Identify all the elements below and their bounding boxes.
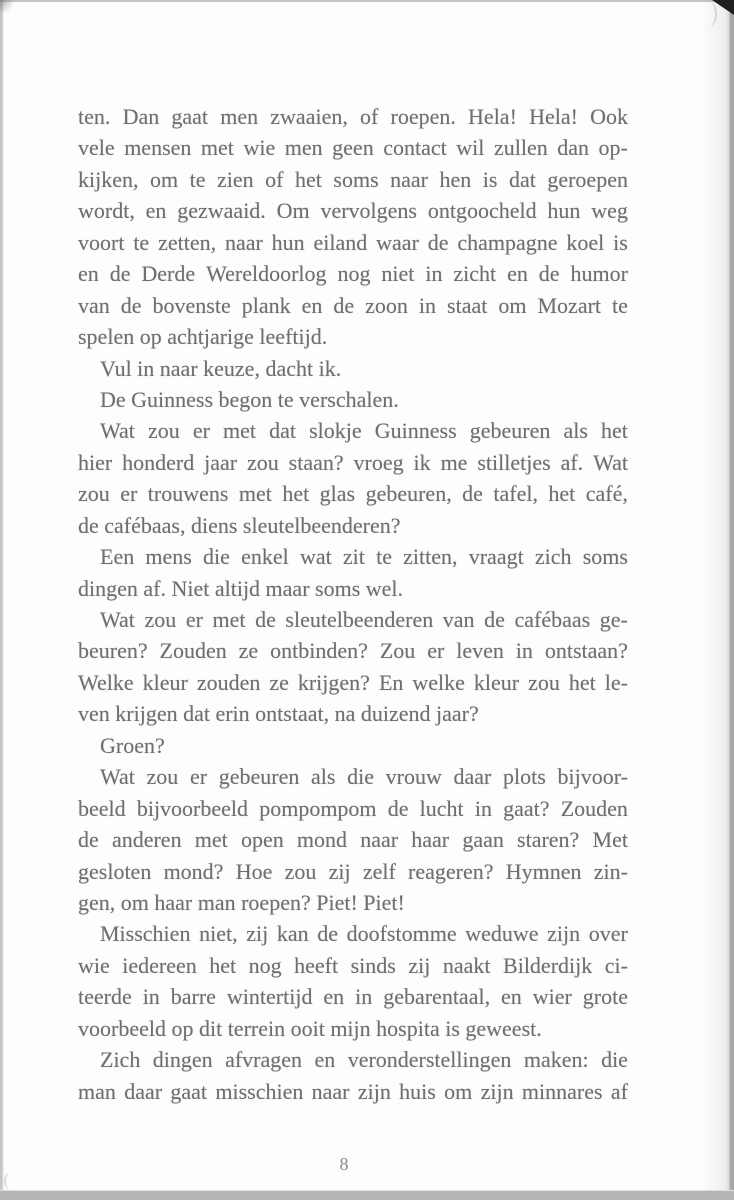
word: café, [585,481,628,507]
word: hen [439,166,472,192]
word: Hela! [468,104,517,129]
word: Guinness [374,418,457,444]
word: man [78,1078,116,1104]
word: zou [78,481,110,507]
word: contact [383,135,447,161]
word: wil [456,135,485,161]
word: bovenste [152,292,231,318]
word: mensen [124,135,192,161]
word: daar [453,764,492,790]
word: gebeuren [469,418,551,444]
word: leven [456,638,504,664]
word: wie [78,952,110,978]
word: En [378,669,404,695]
text-line [78,447,628,478]
word: Zich [100,1047,141,1073]
word: zien [217,166,254,192]
text-line [78,635,628,666]
word: veronderstellingen [347,1047,512,1073]
word: zij [328,858,351,884]
word: kan [276,921,309,947]
word: en [314,1047,336,1073]
word: het [209,952,237,978]
word: Ook [590,104,628,129]
text-line [78,856,628,887]
word: de [333,292,355,318]
word: beeld [78,795,126,821]
word: dingen [152,1047,213,1073]
word: ten. [78,104,111,129]
word: in [418,292,437,318]
word: Hymnen [505,858,582,884]
word: en [78,261,99,287]
word: jaar [204,449,238,475]
word: in [142,984,160,1010]
word: mond? [163,858,224,884]
scan-artifact-top-left [0,0,14,14]
word: Bilderdijk [503,952,593,978]
text-line: Groen? [100,732,165,758]
word: barre [170,984,216,1010]
word: sleutelbeenderen [285,607,434,632]
text-line [78,604,628,635]
word: humor [570,261,628,287]
word: champagne [457,229,558,255]
word: te [133,229,150,255]
word: gebarentaal, [383,984,491,1010]
text-line: de cafébaas, diens sleutelbeenderen? [78,512,401,538]
word: naar [360,827,399,853]
word: de [427,229,449,255]
word: maken: [523,1047,589,1073]
word: staan? [288,449,344,475]
text-line: gen, om haar man roepen? Piet! Piet! [78,889,405,915]
word: niet [381,261,415,287]
word: stilletjes [477,449,551,475]
word: naar [390,166,428,192]
word: wier [532,984,572,1010]
word: te [376,544,392,570]
word: de [317,921,338,947]
word: glas [319,481,356,507]
word: of [265,166,284,192]
word: ontgoocheld [427,198,537,224]
word: cafébaas [514,607,591,632]
word: haar [411,827,450,853]
word: soms [333,166,379,192]
word: gaat [171,104,209,129]
word: huis [399,1078,436,1104]
word: waar [376,229,419,255]
word: over [588,921,628,947]
page-top-edge [0,0,734,2]
word: mens [145,544,192,570]
word: er [192,418,210,444]
text-line: ven krijgen dat erin ontstaat, na duizend jaar? [78,701,479,727]
word: zijn [480,1078,514,1104]
word: af. [560,449,584,475]
word: krijgen? [297,669,370,695]
text-line: voorbeeld op dit terrein ooit mijn hospita is geweest. [78,1015,542,1041]
paragraph [78,541,628,604]
text-line: De Guinness begon te verschalen. [100,386,399,412]
word: zich [534,544,572,570]
word: Een [100,544,135,570]
word: Misschien [100,921,191,947]
word: minnares [521,1078,603,1104]
word: nog [248,952,282,978]
paragraph [78,384,628,415]
word: op- [598,135,628,161]
word: plots [503,764,546,790]
word: zouden [196,669,261,695]
word: in [355,984,373,1010]
word: Zouden [560,795,628,821]
paragraph [78,730,628,761]
word: Wereldoorlog [206,261,327,287]
word: weduwe [465,921,539,947]
word: Wat [593,449,628,475]
text-block [78,101,628,1107]
word: zetten, [158,229,217,255]
word: de [78,827,99,853]
word: gesloten [78,858,152,884]
word: wintertijd [226,984,313,1010]
folded-corner-artifact [712,0,734,15]
paragraph [78,353,628,384]
word: met [238,481,272,507]
word: met [194,827,228,853]
word: grote [582,984,628,1010]
word: het [568,669,596,695]
word: in [425,261,443,287]
word: de [538,261,560,287]
word: men [284,135,323,161]
word: ontstaan? [544,638,628,664]
scan-artifact-bottom-left [4,1172,16,1190]
word: Zou [379,638,416,664]
word: de [462,481,483,507]
word: zou [246,449,279,475]
word: welke [412,669,465,695]
word: naakt [442,952,491,978]
word: Derde [141,261,196,287]
word: van [442,607,475,632]
text-line [78,258,628,289]
word: zij [246,921,269,947]
paragraph [78,761,628,918]
word: koel [566,229,605,255]
word: Hela! [529,104,578,129]
word: in [515,638,533,664]
word: dat [269,418,297,444]
word: wordt, [78,198,135,224]
word: misschien [215,1078,304,1104]
text-line [78,290,628,321]
word: het [548,481,576,507]
word: zitten, [403,544,458,570]
text-line [78,415,628,446]
word: teerde [78,984,132,1010]
word: zin- [593,858,628,884]
page-bottom-edge [0,1190,734,1200]
word: bijvoorbeeld [136,795,249,821]
paragraph [78,604,628,730]
word: dat [508,166,536,192]
word: hier [78,449,113,475]
word: zit [342,544,365,570]
text-line [78,981,628,1012]
word: en [301,292,323,318]
word: zij [408,952,431,978]
text-line [78,918,628,949]
word: eiland [313,229,368,255]
word: staat [447,292,488,318]
text-line: Vul in naar keuze, dacht ik. [100,355,342,381]
word: heeft [294,952,339,978]
word: de [109,261,131,287]
word: kijken, [78,166,139,192]
word: weg [591,198,628,224]
text-line [78,164,628,195]
word: hun [271,229,305,255]
text-line [78,667,628,698]
word: daar [124,1078,163,1104]
word: vervolgens [320,198,417,224]
word: beuren? [78,638,148,664]
word: het [282,481,310,507]
word: vraagt [468,544,524,570]
word: zwaaien, [270,104,348,129]
word: er [120,481,138,507]
word: Mozart [537,292,602,318]
word: vrouw [385,764,442,790]
paragraph [78,918,628,1044]
word: zou [528,669,560,695]
paragraph [78,1044,628,1107]
word: het [601,418,628,444]
word: Welke [78,669,134,695]
word: zoon [365,292,408,318]
word: soms [582,544,628,570]
word: hun [547,198,581,224]
word: mond [296,827,348,853]
word: ik [413,449,431,475]
word: men [220,104,259,129]
word: le- [604,669,628,695]
word: de [120,292,142,318]
text-line [78,227,628,258]
word: dan [557,135,590,161]
text-line [78,195,628,226]
word: die [601,1047,628,1073]
text-line [78,101,628,132]
word: gebeuren, [365,481,452,507]
word: zelf [362,858,396,884]
word: ge- [599,607,628,632]
word: ci- [604,952,628,978]
word: het [295,166,322,192]
word: naar [224,229,263,255]
word: trouwens [147,481,229,507]
word: plank [241,292,291,318]
word: staren? [517,827,580,853]
word: is [482,166,498,192]
text-line [78,1044,628,1075]
word: met [200,135,234,161]
word: voort [78,229,125,255]
word: Wat [100,607,135,632]
page-number: 8 [339,1154,349,1174]
word: om [444,1078,473,1104]
word: anderen [111,827,182,853]
word: gezwaaid. [177,198,266,224]
word: of [360,104,379,129]
word: kleur [142,669,188,695]
word: met [223,418,257,444]
word: naar [311,1078,350,1104]
word: me [440,449,468,475]
word: roepen. [390,104,456,129]
word: af [610,1078,628,1104]
word: geroepen [547,166,628,192]
word: sinds [350,952,396,978]
word: zou [144,607,177,632]
word: pompompom [259,795,377,821]
text-line [78,793,628,824]
word: vele [78,135,115,161]
word: zijn [357,1078,391,1104]
word: te [612,292,628,318]
paragraph [78,415,628,541]
word: die [203,544,230,570]
text-line [78,824,628,855]
text-line: dingen af. Niet altijd maar soms wel. [78,575,404,601]
word: gaat [170,1078,208,1104]
text-line [78,478,628,509]
word: iedereen [122,952,197,978]
word: de [255,607,276,632]
word: de [387,795,409,821]
word: enkel [241,544,289,570]
text-line [78,541,628,572]
word: geen [332,135,374,161]
word: Zouden [159,638,227,664]
word: reageren? [408,858,494,884]
word: er [185,607,203,632]
text-line [78,132,628,163]
word: nog [337,261,371,287]
word: gebeuren [218,764,300,790]
word: en [323,984,345,1010]
word: kleur [473,669,520,695]
word: zicht [453,261,497,287]
word: van [78,292,110,318]
word: zullen [493,135,548,161]
word: met [212,607,246,632]
word: om [498,292,527,318]
word: lucht [419,795,464,821]
word: open [240,827,284,853]
word: Met [592,827,628,853]
word: vroeg [353,449,404,475]
word: tafel, [493,481,538,507]
word: Dan [122,104,160,129]
word: de [484,607,505,632]
word: zou [147,418,180,444]
text-line: spelen op achtjarige leeftijd. [78,324,328,350]
word: en [501,984,522,1010]
paragraph [78,101,628,353]
word: om [150,166,179,192]
word: honderd [122,449,195,475]
word: gaat? [503,795,550,821]
text-line [78,950,628,981]
word: Wat [100,418,135,444]
word: bijvoor- [557,764,628,790]
word: die [347,764,374,790]
word: er [427,638,445,664]
word: als [311,764,336,790]
word: Hoe [235,858,273,884]
text-line [78,1076,628,1107]
word: te [189,166,206,192]
text-line [78,761,628,792]
word: is [613,229,628,255]
word: Om [276,198,310,224]
word: ze [269,669,289,695]
word: zijn [547,921,581,947]
word: slokje [309,418,362,444]
word: zou [284,858,317,884]
word: en [145,198,167,224]
word: wat [299,544,332,570]
word: Wat [100,764,135,790]
word: doofstomme [346,921,457,947]
word: als [563,418,588,444]
word: gaan [462,827,504,853]
word: ontbinden? [270,638,368,664]
word: niet, [199,921,238,947]
word: er [189,764,208,790]
word: wie [243,135,276,161]
word: en [507,261,528,287]
word: zou [146,764,179,790]
word: afvragen [225,1047,303,1073]
word: ze [238,638,259,664]
word: in [474,795,492,821]
